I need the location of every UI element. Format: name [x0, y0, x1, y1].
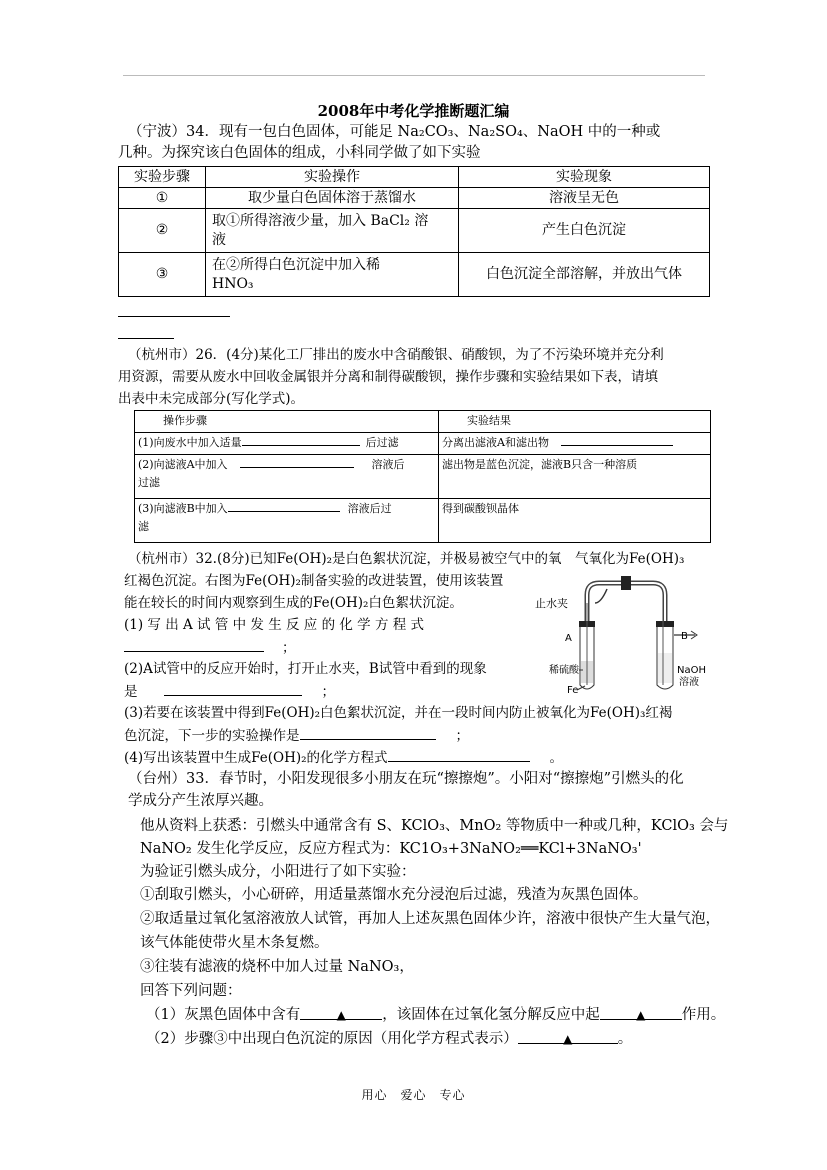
- table-header: 实验现象: [459, 167, 710, 188]
- answer-blank[interactable]: [388, 747, 530, 762]
- label-fe: Fe: [567, 685, 579, 696]
- text: ；: [282, 640, 296, 656]
- answer-blank[interactable]: [228, 500, 340, 512]
- table-cell: ①: [119, 188, 206, 209]
- tz-line2: 学成分产生浓厚兴趣。: [128, 793, 273, 809]
- table-cell: 溶液呈无色: [459, 188, 710, 209]
- table-cell: 白色沉淀全部溶解，并放出气体: [459, 253, 710, 297]
- hz26-line1: （杭州市）26．(4分)某化工厂排出的废水中含硝酸银、硝酸钡，为了不污染环境并充分利: [128, 347, 664, 363]
- tz-answer-intro: 回答下列问题：: [140, 983, 242, 999]
- page-footer: 用心 爱心 专心: [361, 1088, 466, 1102]
- table-cell: [135, 433, 439, 455]
- text: 是: [124, 684, 138, 700]
- label-clamp: 止水夹: [535, 597, 568, 610]
- text: 溶液后: [371, 458, 405, 471]
- table-cell: 产生白色沉淀: [459, 209, 710, 253]
- tz-step2-line1: ②取适量过氧化氢溶液放人试管，再加人上述灰黑色固体少许，溶液中很快产生大量气泡，: [140, 911, 720, 927]
- hz26-line2: 用资源，需要从废水中回收金属银并分离和制得碳酸钡，操作步骤和实验结果如下表，请填: [118, 369, 658, 385]
- answer-blank[interactable]: [518, 1029, 618, 1044]
- text: 色沉淀，下一步的实验操作是: [124, 728, 300, 744]
- text: 后过滤: [365, 436, 399, 449]
- table-cell: 得到碳酸钡晶体: [439, 499, 711, 543]
- text: 溶液后过: [347, 502, 392, 515]
- text: 滤: [138, 520, 149, 533]
- clamp-icon: [621, 576, 631, 590]
- answer-blank[interactable]: [242, 434, 360, 446]
- tz-step3: ③往装有滤液的烧杯中加人过量 NaNO₃，: [140, 959, 414, 975]
- apparatus-figure: [535, 573, 715, 699]
- hz32-q3-line1: (3)若要在该装置中得到Fe(OH)₂白色絮状沉淀，并在一段时间内防止被氧化为Fe(OH)₃红褐: [124, 705, 673, 721]
- answer-blank[interactable]: [300, 725, 436, 740]
- triangle-marker: ▲: [563, 1032, 573, 1046]
- text: 作用。: [681, 1007, 726, 1023]
- label-solution: 溶液: [679, 677, 699, 688]
- ningbo-intro-1: （宁波）34．现有一包白色固体，可能足 Na₂CO₃、Na₂SO₄、NaOH 中的一种或: [128, 124, 661, 140]
- label-naoh: NaOH: [677, 665, 706, 676]
- text: 过滤: [138, 476, 160, 489]
- tz-line4: NaNO₂ 发生化学反应，反应方程式为：KC1O₃+3NaNO₂══KCl+3NaNO₃': [140, 841, 642, 857]
- text: 。: [617, 1031, 633, 1047]
- answer-blank[interactable]: [300, 1005, 382, 1020]
- table-cell: ③: [119, 253, 206, 297]
- hz32-q2-line1: (2)A试管中的反应开始时，打开止水夹，B试管中看到的现象: [124, 661, 487, 677]
- hz32-line3: 能在较长的时间内观察到生成的Fe(OH)₂白色絮状沉淀。: [124, 595, 463, 611]
- answer-blank[interactable]: [124, 637, 264, 652]
- label-acid: 稀硫酸: [549, 665, 579, 676]
- answer-blank[interactable]: [118, 302, 174, 317]
- ningbo-intro-2: 几种。为探究该白色固体的组成，小科同学做了如下实验: [118, 145, 481, 161]
- table-header: 操作步骤: [135, 411, 439, 433]
- cell-line: 在②所得白色沉淀中加入稀: [212, 256, 380, 273]
- table-cell: [206, 209, 459, 253]
- tz-line3: 他从资料上获悉：引燃头中通常含有 S、KClO₃、MnO₂ 等物质中一种或几种，KClO₃ 会与: [140, 818, 729, 834]
- triangle-marker: ▲: [636, 1008, 646, 1022]
- tz-q1: [146, 1005, 725, 1025]
- text: 分离出滤液A和滤出物: [442, 436, 549, 449]
- page-title: 2008年中考化学推断题汇编: [317, 102, 510, 120]
- table-cell: 取少量白色固体溶于蒸馏水: [206, 188, 459, 209]
- label-b: B: [681, 631, 688, 642]
- answer-blank[interactable]: [174, 302, 230, 317]
- tz-line5: 为验证引燃头成分，小阳进行了如下实验：: [140, 864, 416, 880]
- answer-blank[interactable]: [240, 456, 354, 468]
- text: （1）灰黑色固体中含有: [146, 1007, 301, 1023]
- tz-line1: （台州）33．春节时，小阳发现很多小朋友在玩“擦擦炮”。小阳对“擦擦炮”引燃头的化: [128, 771, 684, 787]
- table-cell: [135, 455, 439, 499]
- hz32-q3-line2: [124, 725, 469, 746]
- label-a: A: [565, 633, 572, 644]
- tz-step2-line2: 该气体能使带火星木条复燃。: [140, 935, 329, 951]
- table-cell: 滤出物是蓝色沉淀，滤液B只含一种溶质: [439, 455, 711, 499]
- ningbo-question-1: [118, 302, 230, 323]
- table-cell: ②: [119, 209, 206, 253]
- header-rule: [123, 75, 705, 76]
- table-cell: [439, 433, 711, 455]
- table-header: 实验结果: [439, 411, 711, 433]
- hz32-q1-answer: [124, 637, 296, 658]
- text: (4)写出该装置中生成Fe(OH)₂的化学方程式: [124, 750, 388, 766]
- answer-blank[interactable]: [561, 434, 673, 446]
- text: （2）步骤③中出现白色沉淀的原因（用化学方程式表示）: [146, 1031, 518, 1047]
- hz32-line2: 红褐色沉淀。右图为Fe(OH)₂制备实验的改进装置，使用该装置: [124, 573, 504, 589]
- text: 。: [549, 750, 564, 766]
- text: (1)向废水中加入适量: [138, 436, 242, 449]
- hz26-line3: 出表中未完成部分(写化学式)。: [118, 391, 305, 407]
- table-header: 实验步骤: [119, 167, 206, 188]
- ningbo-table: [118, 166, 710, 297]
- tz-step1: ①刮取引燃头，小心研碎，用适量蒸馏水充分浸泡后过滤，残渣为灰黑色固体。: [140, 887, 648, 903]
- cell-line: 取①所得溶液少量，加入 BaCl₂ 溶: [212, 212, 429, 229]
- hz32-q1: (1) 写 出 A 试 管 中 发 生 反 应 的 化 学 方 程 式: [124, 617, 425, 633]
- text: ，该固体在过氧化氢分解反应中起: [382, 1007, 600, 1023]
- answer-blank[interactable]: [600, 1005, 682, 1020]
- table-cell: [206, 253, 459, 297]
- tz-q2: [146, 1029, 632, 1049]
- triangle-marker: ▲: [336, 1008, 346, 1022]
- answer-blank[interactable]: [164, 681, 302, 696]
- text: ；: [321, 684, 335, 700]
- hz32-line1: （杭州市）32.(8分)已知Fe(OH)₂是白色絮状沉淀，并极易被空气中的氧 气氧化为Fe(OH)₃: [128, 551, 685, 567]
- table-header: 实验操作: [206, 167, 459, 188]
- text: ；: [455, 728, 469, 744]
- cell-line: HNO₃: [212, 275, 254, 292]
- table-cell: [135, 499, 439, 543]
- text: (2)向滤液A中加入: [138, 458, 228, 471]
- hz32-q4: [124, 747, 563, 768]
- answer-blank[interactable]: [118, 324, 174, 339]
- text: (3)向滤液B中加入: [138, 502, 228, 515]
- ningbo-question-2: [118, 324, 174, 345]
- cell-line: 液: [212, 231, 226, 248]
- hz32-q2-line2: [124, 681, 335, 702]
- hz26-table: [134, 410, 711, 543]
